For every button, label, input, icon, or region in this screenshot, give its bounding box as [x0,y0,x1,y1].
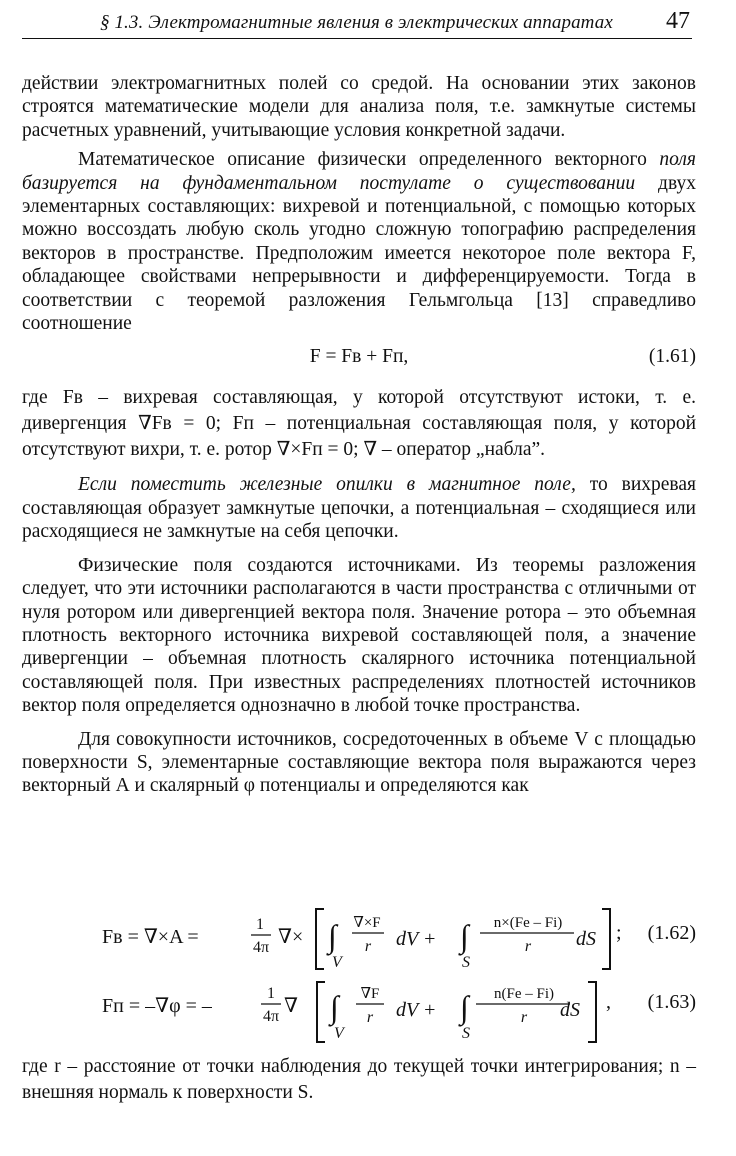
eq163-frac2-den: r [520,1009,528,1026]
paragraph-6: Для совокупности источников, сосредоточенных в объеме V с площадью поверхности S, элементарные составляющие вектора поля выражаются через векторный А и скалярный φ потенциалы и определяются как [22,728,696,797]
paragraph-4-rest: то вихревая составляющая образует замкнутые цепочки, а потенциальная – сходящиеся или расходящиеся не замкнутые на себя цепочки. [22,474,697,543]
eq163-number: (1.63) [647,991,696,1013]
eq162-lim-s: S [462,954,470,971]
eq163-coef-num: 1 [267,985,275,1002]
eq162-coef-den: 4π [252,939,270,956]
paragraph-2-part-a: Математическое описание физически определенного векторного [78,149,660,171]
equation-1-62-svg [22,905,696,973]
eq163-coef-den: 4π [262,1008,280,1025]
paragraph-3: где Fв – вихревая составляющая, у которой отсутствуют истоки, т. е. дивергенция ∇Fв = 0; Fп – потенциальная составляющая поля, у которой отсутствуют вихри, т. е. ротор ∇×Fп = 0; ∇ – оператор „набла”. [22,387,696,461]
eq163-dv: dV + [396,999,437,1021]
eq162-integral-1: ∫ [328,918,337,954]
equation-1-61 [22,339,696,379]
equation-1-63 [22,976,696,1046]
page-header [22,4,692,39]
text-body [22,72,696,798]
closing-paragraph [22,1054,696,1106]
eq162-op: ∇× [278,926,304,948]
eq162-ds: dS [576,928,596,950]
paragraph-5: Физические поля создаются источниками. Из теоремы разложения следует, что эти источники располагаются в части пространства с отличными от нуля ротором или дивергенцией вектора поля. Значение ротора – это объемная плотность векторного источника вихревой составляющей поля, а значение дивергенции – объемная плотность скалярного источника потенциальной составляющей поля. При известных распределениях плотностей источников вектор поля определяется однозначно в любой точке пространства. [22,554,696,717]
eq162-frac2-den: r [524,938,532,955]
paragraph-2-italic: поля базируется на фундаментальном постулате о существовании [22,149,696,194]
eq163-integral-2: ∫ [460,989,469,1025]
eq162-number: (1.62) [647,922,696,944]
eq162-dv: dV + [396,928,437,950]
eq163-frac1-den: r [366,1009,374,1026]
eq162-tail: ; [616,922,622,944]
eq163-lhs: Fп = –∇φ = – [102,995,212,1017]
paragraph-7: где r – расстояние от точки наблюдения до текущей точки интегрирования; n – внешняя нормаль к поверхности S. [22,1056,696,1103]
paragraph-2 [22,148,696,335]
eq162-lhs: Fв = ∇×A = [102,926,199,948]
eq163-integral-1: ∫ [330,989,339,1025]
running-title: § 1.3. Электромагнитные явления в электрических аппаратах [100,12,613,33]
eq163-tail: , [606,991,611,1013]
paragraph-2-part-c: двух элементарных составляющих: вихревой и потенциальной, с помощью которых можно воссоздать любую сколь угодно сложную топографию распределения векторов в пространстве. Предположим имеется некоторое поле вектора F, обладающее свойствами непрерывности и дифференцируемости. Тогда в соответствии с теоремой разложения Гельмгольца [13] справедливо соотношение [22,172,696,335]
equation-1-62 [22,905,696,973]
eq163-ds: dS [560,999,580,1021]
eq163-frac2-num: n(Fe – Fi) [494,986,554,1002]
eq162-lim-v: V [332,954,342,971]
equation-1-61-number: (1.61) [648,346,696,368]
page-number: 47 [666,8,690,34]
paragraph-1: действии электромагнитных полей со средой. На основании этих законов строятся математические модели для анализа поля, т.е. замкнутые системы расчетных уравнений, учитывающие условия конкретной задачи. [22,73,696,141]
eq163-op: ∇ [284,995,298,1017]
eq162-integral-2: ∫ [460,918,469,954]
equation-1-61-body: F = Fв + Fп, [309,346,409,368]
eq162-frac1-den: r [364,938,372,955]
paragraph-4-italic: Если поместить железные опилки в магнитное поле, [78,474,576,496]
eq162-frac2-num: n×(Fe – Fi) [493,915,563,931]
eq163-lim-v: V [334,1025,344,1042]
paragraph-4 [22,473,696,543]
equation-1-63-svg [22,976,696,1046]
eq162-coef-num: 1 [256,916,264,933]
eq163-lim-s: S [462,1025,470,1042]
eq162-frac1-num: ∇×F [353,915,381,931]
eq163-frac1-num: ∇F [360,986,380,1002]
